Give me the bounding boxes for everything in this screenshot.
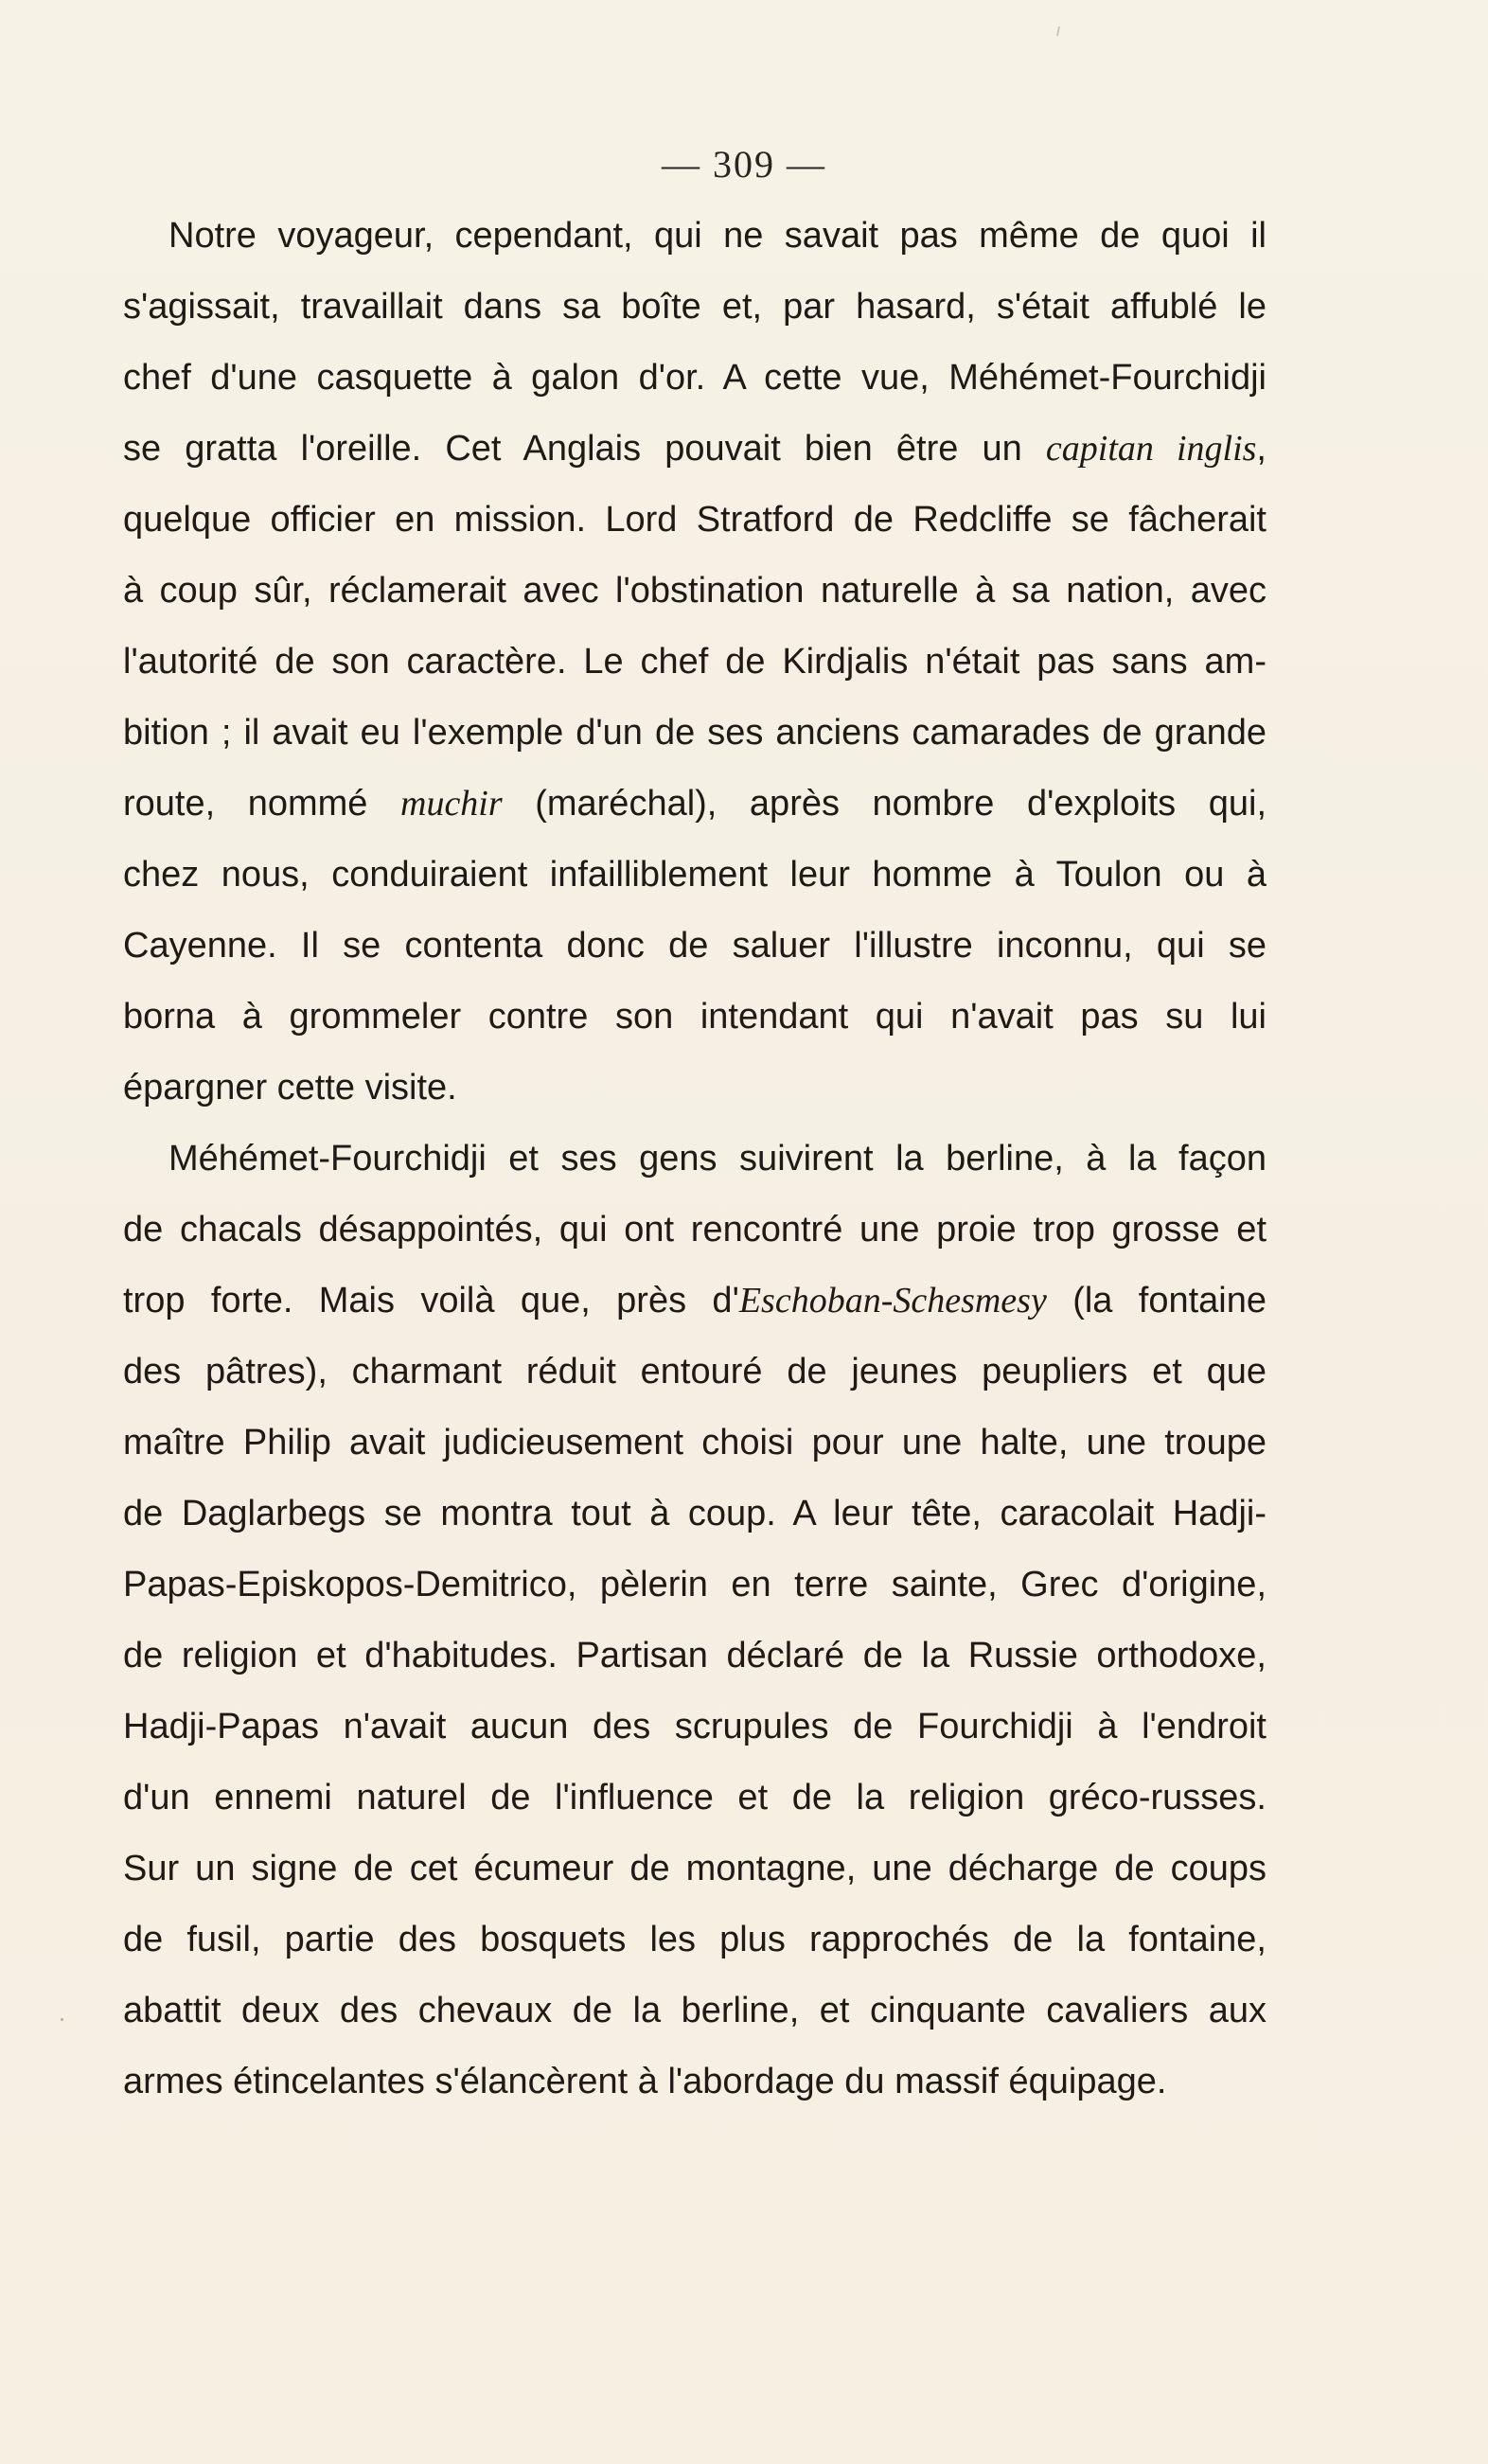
text-line: quelque officier en mission. Lord Stratford de Redcliffe se fâcherait bbox=[123, 500, 1267, 540]
page-number: — 309 — bbox=[662, 143, 826, 186]
text-line: maître Philip avait judicieusement choisi pour une halte, une troupe bbox=[123, 1423, 1267, 1462]
text-line: de chacals désappointés, qui ont rencontré une proie trop grosse et bbox=[123, 1210, 1267, 1250]
italic-term: Eschoban-Schesmesy bbox=[738, 1281, 1047, 1321]
text-line: d'un ennemi naturel de l'influence et de la religion gréco-russes. bbox=[123, 1778, 1267, 1817]
text-line: Hadji-Papas n'avait aucun des scrupules de Fourchidji à l'endroit bbox=[123, 1707, 1267, 1746]
text-line: à coup sûr, réclamerait avec l'obstination naturelle à sa nation, avec bbox=[123, 571, 1267, 611]
paper-speck bbox=[61, 2018, 63, 2021]
text-line: trop forte. Mais voilà que, près d'Eschoban-Schesmesy (la fontaine bbox=[123, 1281, 1267, 1321]
text-line: Papas-Episkopos-Demitrico, pèlerin en terre sainte, Grec d'origine, bbox=[123, 1565, 1267, 1604]
text-line: abattit deux des chevaux de la berline, et cinquante cavaliers aux bbox=[123, 1991, 1267, 2030]
text-line: chef d'une casquette à galon d'or. A cette vue, Méhémet-Fourchidji bbox=[123, 358, 1267, 398]
text-line: de religion et d'habitudes. Partisan déclaré de la Russie orthodoxe, bbox=[123, 1636, 1267, 1675]
text-line: s'agissait, travaillait dans sa boîte et, par hasard, s'était affublé le bbox=[123, 287, 1267, 327]
body-text bbox=[123, 201, 1267, 2118]
text-line: route, nommé muchir (maréchal), après nombre d'exploits qui, bbox=[123, 784, 1267, 824]
italic-term: capitan inglis bbox=[1045, 429, 1257, 469]
italic-term: muchir bbox=[400, 784, 503, 824]
text-line: chez nous, conduiraient infailliblement leur homme à Toulon ou à bbox=[123, 855, 1267, 895]
text-line: Sur un signe de cet écumeur de montagne, une décharge de coups bbox=[123, 1849, 1267, 1888]
text-line: armes étincelantes s'élancèrent à l'abordage du massif équipage. bbox=[123, 2062, 1167, 2101]
text-line: l'autorité de son caractère. Le chef de Kirdjalis n'était pas sans am- bbox=[123, 642, 1267, 682]
text-line: épargner cette visite. bbox=[123, 1068, 457, 1108]
text-line: Cayenne. Il se contenta donc de saluer l'illustre inconnu, qui se bbox=[123, 926, 1267, 966]
paper-speck bbox=[1056, 27, 1060, 36]
text-line: borna à grommeler contre son intendant qui n'avait pas su lui bbox=[123, 997, 1267, 1037]
text-line: Notre voyageur, cependant, qui ne savait pas même de quoi il bbox=[168, 216, 1267, 256]
text-line: se gratta l'oreille. Cet Anglais pouvait bien être un capitan inglis, bbox=[123, 429, 1267, 469]
text-line: de fusil, partie des bosquets les plus rapprochés de la fontaine, bbox=[123, 1920, 1267, 1959]
text-line: des pâtres), charmant réduit entouré de jeunes peupliers et que bbox=[123, 1352, 1267, 1392]
text-line: bition ; il avait eu l'exemple d'un de ses anciens camarades de grande bbox=[123, 713, 1267, 753]
text-line: de Daglarbegs se montra tout à coup. A leur tête, caracolait Hadji- bbox=[123, 1494, 1267, 1533]
text-line: Méhémet-Fourchidji et ses gens suivirent la berline, à la façon bbox=[168, 1139, 1267, 1179]
